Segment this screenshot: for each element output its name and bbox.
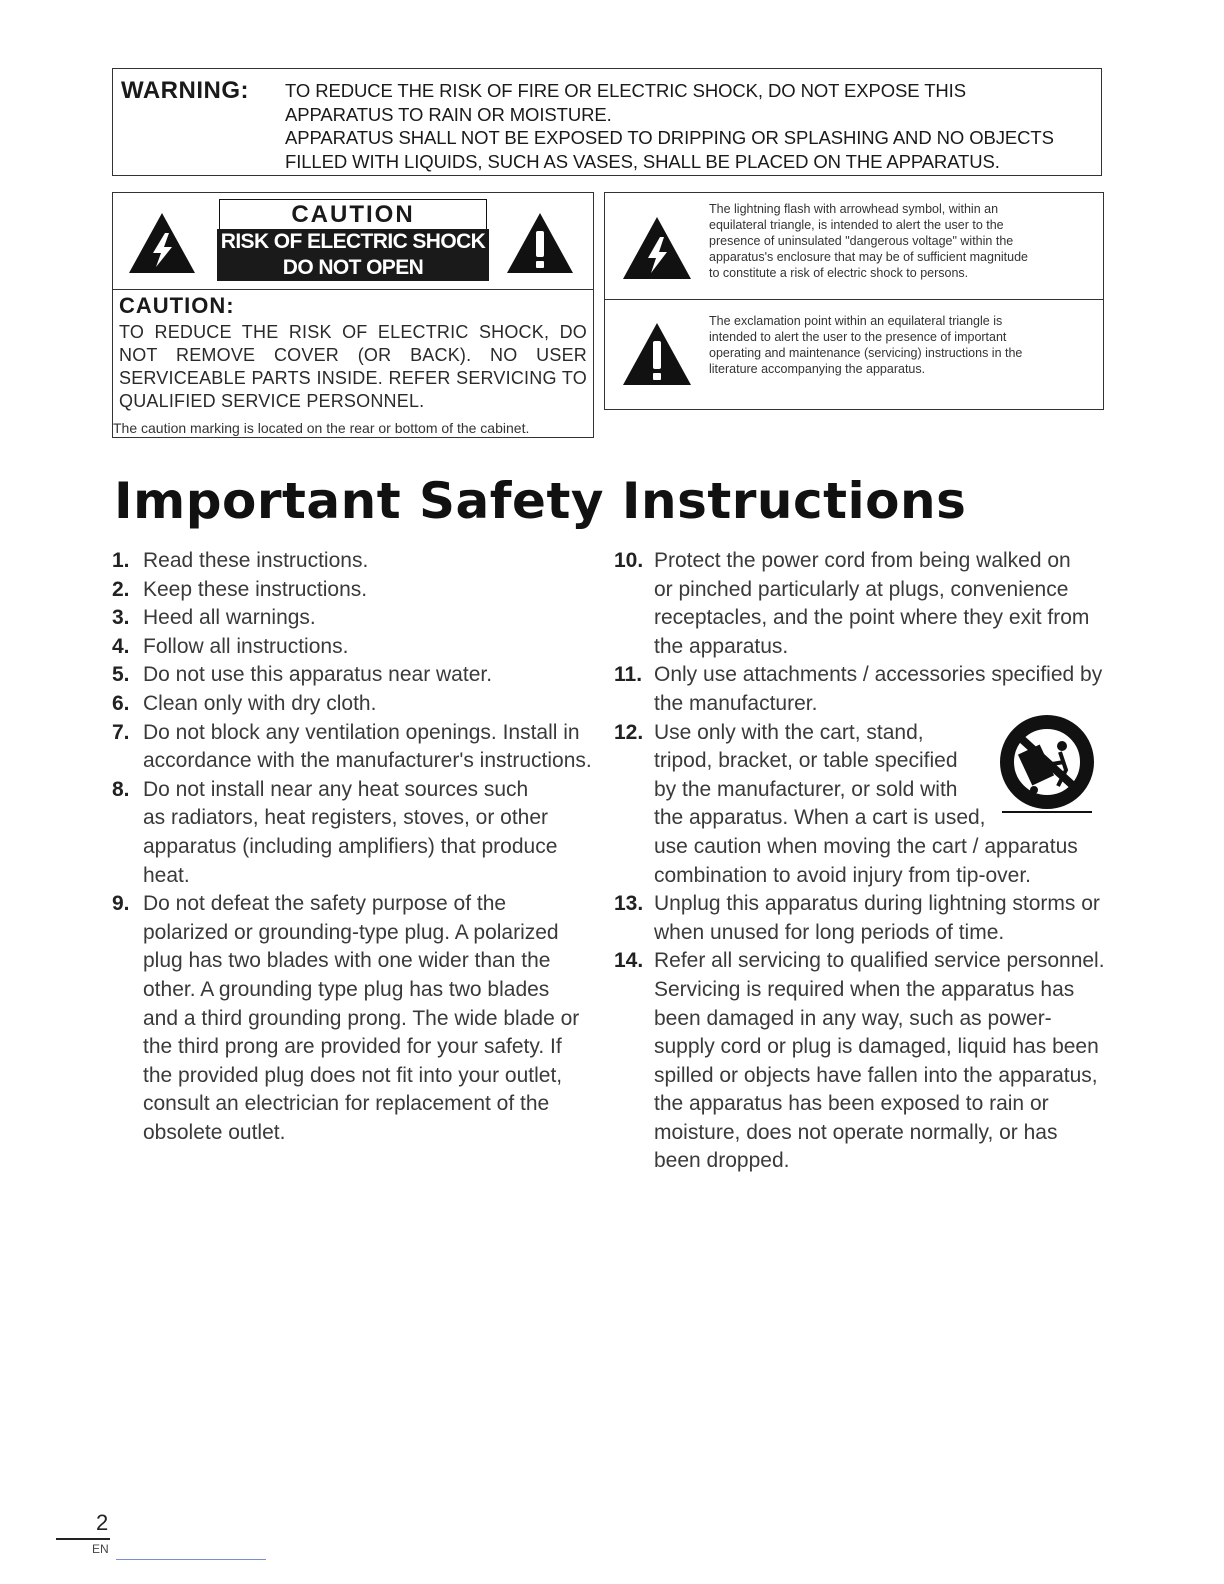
page-title: Important Safety Instructions [114,472,967,530]
symbol-text-line: The lightning flash with arrowhead symbol, within an [709,202,999,216]
lightning-triangle-icon [127,211,197,275]
instruction-line: Use only with the cart, stand, [654,720,924,744]
instruction-line: Do not install near any heat sources such [143,777,529,801]
instruction-line: Clean only with dry cloth. [143,691,377,715]
instruction-line: Servicing is required when the apparatus has [654,977,1075,1001]
symbol-text-line: presence of uninsulated "dangerous voltage" within the [709,234,1014,248]
caution-label [217,199,489,283]
instruction-item [112,719,592,776]
instruction-number: 10. [614,549,644,572]
instruction-line: apparatus (including amplifiers) that produce [143,834,558,858]
instructions-right-column [614,547,1114,1176]
instruction-number: 5. [112,663,130,687]
instruction-item [112,690,592,719]
instruction-line: or pinched particularly at plugs, convenience [654,577,1069,601]
instruction-number: 7. [112,720,130,744]
instruction-text [143,633,592,662]
risk-of-shock-label [217,229,489,281]
instruction-line: the provided plug does not fit into your outlet, [143,1063,563,1087]
instruction-line: plug has two blades with one wider than the [143,949,551,973]
warning-text [285,79,1054,173]
instruction-text [654,547,1114,661]
instruction-line: the apparatus has been exposed to rain or [654,1092,1049,1116]
instruction-item [112,604,592,633]
cart-warning-icon [994,712,1100,822]
exclamation-text [709,313,1099,377]
symbol-text-line: intended to alert the user to the presence of important [709,330,1007,344]
instruction-line: Do not block any ventilation openings. Install in [143,720,580,744]
instruction-line: heat. [143,863,190,887]
instruction-line: supply cord or plug is damaged, liquid has been [654,1035,1099,1059]
instruction-text [143,776,592,890]
instruction-line: obsolete outlet. [143,1120,286,1144]
instruction-text [143,604,592,633]
lightning-triangle-icon [621,215,693,281]
exclamation-triangle-icon [505,211,575,275]
instruction-line: the apparatus. When a cart is used, [654,806,986,830]
symbol-text-line: apparatus's enclosure that may be of sufficient magnitude [709,250,1029,264]
caution-box [112,192,594,438]
instruction-text [654,890,1114,947]
instruction-number: 1. [112,549,130,572]
instruction-line: consult an electrician for replacement of the [143,1092,550,1116]
caution-line: TO REDUCE THE RISK OF ELECTRIC SHOCK, DO [119,322,587,342]
symbol-text-line: equilateral triangle, is intended to alert the user to the [709,218,1004,232]
warning-line: APPARATUS TO RAIN OR MOISTURE. [285,103,612,125]
instruction-text [143,576,592,605]
instruction-line: Read these instructions. [143,549,369,572]
instruction-number: 12. [614,720,644,744]
instruction-item [112,547,592,576]
instruction-line: Only use attachments / accessories specified by [654,663,1103,687]
instruction-number: 8. [112,777,130,801]
caution-line: NOT REMOVE COVER (OR BACK). NO USER [119,345,587,365]
symbol-text-line: operating and maintenance (servicing) instructions in the [709,346,1023,360]
instruction-line: by the manufacturer, or sold with [654,777,958,801]
exclamation-explanation [605,299,1103,409]
instruction-text [654,661,1114,718]
instruction-line: receptacles, and the point where they exit from [654,606,1090,630]
instruction-number: 2. [112,577,130,601]
instruction-line: Unplug this apparatus during lightning storms or [654,892,1100,916]
instruction-line: Heed all warnings. [143,606,316,630]
warning-line: TO REDUCE THE RISK OF FIRE OR ELECTRIC SHOCK, DO NOT EXPOSE THIS [285,80,966,101]
instruction-line: Protect the power cord from being walked on [654,549,1071,572]
lightning-explanation [605,193,1103,300]
caution-label-panel [113,193,593,290]
instruction-item [614,947,1114,1176]
instruction-number: 6. [112,691,130,715]
instruction-line: Follow all instructions. [143,634,349,658]
instruction-item [112,661,592,690]
instruction-text [143,690,592,719]
footer-divider [116,1559,266,1560]
language-code: EN [92,1542,109,1556]
instruction-line: polarized or grounding-type plug. A polarized [143,920,559,944]
page-number-rule [56,1538,110,1540]
symbol-text-line: literature accompanying the apparatus. [709,362,926,376]
instruction-line: when unused for long periods of time. [654,920,1005,944]
instruction-item [614,547,1114,661]
instruction-line: spilled or objects have fallen into the apparatus, [654,1063,1098,1087]
instruction-item [112,576,592,605]
instruction-text [143,890,592,1147]
instruction-line: other. A grounding type plug has two blades [143,977,550,1001]
instruction-text [143,719,592,776]
warning-label: WARNING: [121,77,249,104]
risk-line: DO NOT OPEN [282,256,424,279]
instruction-line: combination to avoid injury from tip-over. [654,863,1032,887]
instruction-line: Refer all servicing to qualified service personnel. [654,949,1105,973]
caution-title: CAUTION: [119,293,235,318]
exclamation-triangle-icon [621,321,693,387]
caution-line: SERVICEABLE PARTS INSIDE. REFER SERVICING TO [119,368,587,388]
symbol-text-line: The exclamation point within an equilateral triangle is [709,314,1003,328]
instruction-line: been damaged in any way, such as power- [654,1006,1052,1030]
instruction-item [112,633,592,662]
instruction-line: Do not use this apparatus near water. [143,663,493,687]
lightning-text [709,201,1099,281]
instruction-text [654,947,1114,1176]
instruction-number: 14. [614,949,644,973]
instruction-line: tripod, bracket, or table specified [654,749,958,773]
instruction-number: 9. [112,892,130,916]
instruction-line: the apparatus. [654,634,789,658]
caution-line: QUALIFIED SERVICE PERSONNEL. [119,391,425,411]
instruction-line: Do not defeat the safety purpose of the [143,892,507,916]
instruction-line: Keep these instructions. [143,577,368,601]
instruction-number: 13. [614,892,644,916]
symbol-text-line: to constitute a risk of electric shock to persons. [709,266,969,280]
instruction-item [112,776,592,890]
instruction-item [112,890,592,1147]
instruction-line: moisture, does not operate normally, or has [654,1120,1058,1144]
instruction-line: accordance with the manufacturer's instructions. [143,749,592,773]
caution-word: CAUTION [219,199,487,229]
instruction-line: as radiators, heat registers, stoves, or other [143,806,549,830]
warning-box [112,68,1102,176]
instruction-line: and a third grounding prong. The wide blade or [143,1006,580,1030]
instruction-number: 11. [614,663,643,687]
instruction-text [143,547,592,576]
instruction-line: the third prong are provided for your safety. If [143,1035,562,1059]
symbol-explanation-box [604,192,1104,410]
instruction-line: been dropped. [654,1149,790,1173]
instruction-line: use caution when moving the cart / apparatus [654,834,1078,858]
risk-line: RISK OF ELECTRIC SHOCK [220,230,486,253]
caution-body [119,321,587,413]
cabinet-note: The caution marking is located on the rear or bottom of the cabinet. [113,420,530,436]
instruction-number: 3. [112,606,130,630]
instruction-item [614,661,1114,718]
instruction-text [143,661,592,690]
instruction-line: the manufacturer. [654,691,818,715]
warning-line: FILLED WITH LIQUIDS, SUCH AS VASES, SHALL BE PLACED ON THE APPARATUS. [285,150,1000,172]
warning-line: APPARATUS SHALL NOT BE EXPOSED TO DRIPPING OR SPLASHING AND NO OBJECTS [285,127,1054,148]
instruction-number: 4. [112,634,130,658]
page-number: 2 [96,1510,109,1535]
instructions-left-column [112,547,592,1147]
instruction-item [614,890,1114,947]
